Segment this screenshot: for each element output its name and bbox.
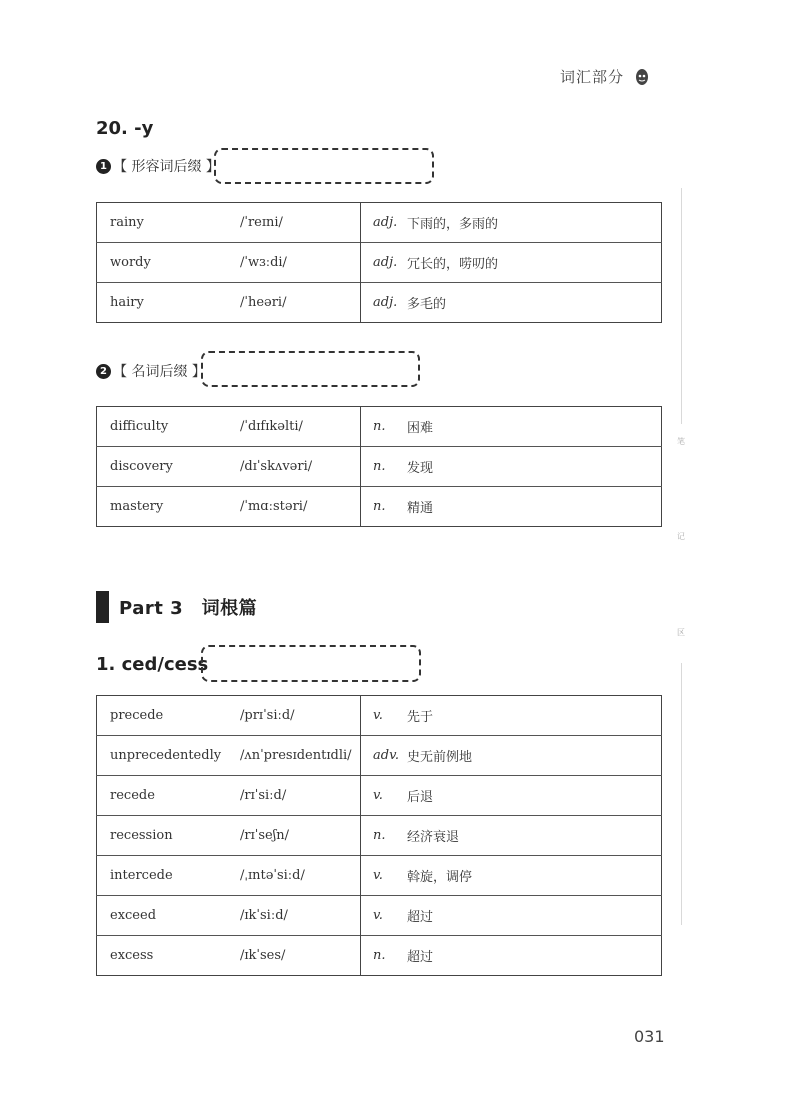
answer-box[interactable] — [201, 645, 421, 682]
group-label-adjective — [96, 156, 220, 176]
table-row — [97, 407, 662, 447]
phonetic: /ˈheəri/ — [240, 283, 361, 323]
part-of-speech: adv. — [361, 736, 408, 776]
word: precede — [110, 708, 164, 723]
meaning: 后退 — [407, 776, 662, 816]
section-title: 1. ced/cess — [96, 654, 209, 675]
number-one-icon: 1 — [96, 159, 111, 174]
word: hairy — [97, 283, 241, 323]
answer-box[interactable] — [201, 351, 420, 387]
section-title: 20. -y — [96, 118, 154, 139]
part-of-speech: n. — [361, 487, 408, 527]
meaning: 超过 — [407, 896, 662, 936]
word: recession — [97, 816, 241, 856]
table-row — [97, 203, 662, 243]
table-row — [97, 447, 662, 487]
phonetic: /ˈwɜːdi/ — [240, 243, 361, 283]
part-heading-text: Part 3 词根篇 — [119, 598, 258, 619]
phonetic: /ɪkˈses/ — [240, 936, 361, 976]
word: difficulty — [110, 419, 169, 434]
meaning: 斡旋，调停 — [407, 856, 662, 896]
part-of-speech: v. — [361, 856, 408, 896]
meaning: 史无前例地 — [407, 736, 662, 776]
sidebar-label: 区 — [677, 628, 685, 637]
meaning: 经济衰退 — [407, 816, 662, 856]
header-title: 词汇部分 — [560, 68, 625, 86]
word: unprecedentedly — [97, 736, 241, 776]
part-of-speech: adj. — [361, 283, 408, 323]
sidebar-label: 记 — [677, 532, 685, 541]
part-of-speech: n. — [361, 936, 408, 976]
word: excess — [97, 936, 241, 976]
table-row — [97, 243, 662, 283]
meaning: 精通 — [407, 487, 662, 527]
phonetic: /rɪˈseʃn/ — [240, 816, 361, 856]
meaning: 下雨的，多雨的 — [407, 217, 499, 232]
vocab-table-adjective — [96, 202, 662, 323]
part-of-speech: n. — [361, 447, 408, 487]
table-row — [97, 896, 662, 936]
word: mastery — [97, 487, 241, 527]
heading-bar — [96, 591, 109, 623]
table-row — [97, 856, 662, 896]
character-icon — [634, 67, 650, 87]
part-heading — [96, 591, 257, 623]
part-of-speech: adj. — [361, 203, 408, 243]
phonetic: /ˌɪntəˈsiːd/ — [240, 856, 361, 896]
phonetic: /ˈreɪni/ — [240, 215, 283, 230]
word: recede — [97, 776, 241, 816]
word: wordy — [97, 243, 241, 283]
group-label-text: 【 形容词后缀 】 — [113, 159, 220, 175]
part-of-speech: n. — [361, 407, 408, 447]
sidebar-label: 笔 — [677, 437, 685, 446]
part-of-speech: adj. — [361, 243, 408, 283]
word: rainy — [110, 215, 144, 230]
word: discovery — [97, 447, 241, 487]
phonetic: /rɪˈsiːd/ — [240, 776, 361, 816]
table-row — [97, 736, 662, 776]
vocab-table-ced — [96, 695, 662, 976]
phonetic: /ˈmɑːstəri/ — [240, 487, 361, 527]
phonetic: /ˈdɪfɪkəlti/ — [240, 419, 303, 434]
part-of-speech: v. — [361, 776, 408, 816]
phonetic: /ʌnˈpresɪdentɪdli/ — [240, 736, 361, 776]
meaning: 冗长的，唠叨的 — [407, 243, 662, 283]
table-row — [97, 487, 662, 527]
table-row — [97, 936, 662, 976]
answer-box[interactable] — [214, 148, 434, 184]
sidebar-line-top — [681, 188, 682, 424]
vocab-table-noun — [96, 406, 662, 527]
word: intercede — [97, 856, 241, 896]
phonetic: /ɪkˈsiːd/ — [240, 896, 361, 936]
table-row — [97, 816, 662, 856]
phonetic: /dɪˈskʌvəri/ — [240, 447, 361, 487]
part-of-speech: n. — [361, 816, 408, 856]
table-row — [97, 283, 662, 323]
word: exceed — [97, 896, 241, 936]
number-two-icon: 2 — [96, 364, 111, 379]
part-of-speech: v. — [361, 896, 408, 936]
phonetic: /prɪˈsiːd/ — [240, 708, 295, 723]
meaning: 发现 — [407, 447, 662, 487]
table-row — [97, 696, 662, 736]
table-row — [97, 776, 662, 816]
page-header — [560, 66, 650, 87]
meaning: 先于 — [407, 710, 434, 725]
group-label-text: 【 名词后缀 】 — [113, 364, 206, 380]
meaning: 多毛的 — [407, 283, 662, 323]
group-label-noun — [96, 361, 206, 381]
meaning: 困难 — [407, 421, 434, 436]
part-of-speech: v. — [361, 696, 408, 736]
page-number: 031 — [634, 1027, 665, 1046]
meaning: 超过 — [407, 936, 662, 976]
sidebar-line-bottom — [681, 663, 682, 925]
